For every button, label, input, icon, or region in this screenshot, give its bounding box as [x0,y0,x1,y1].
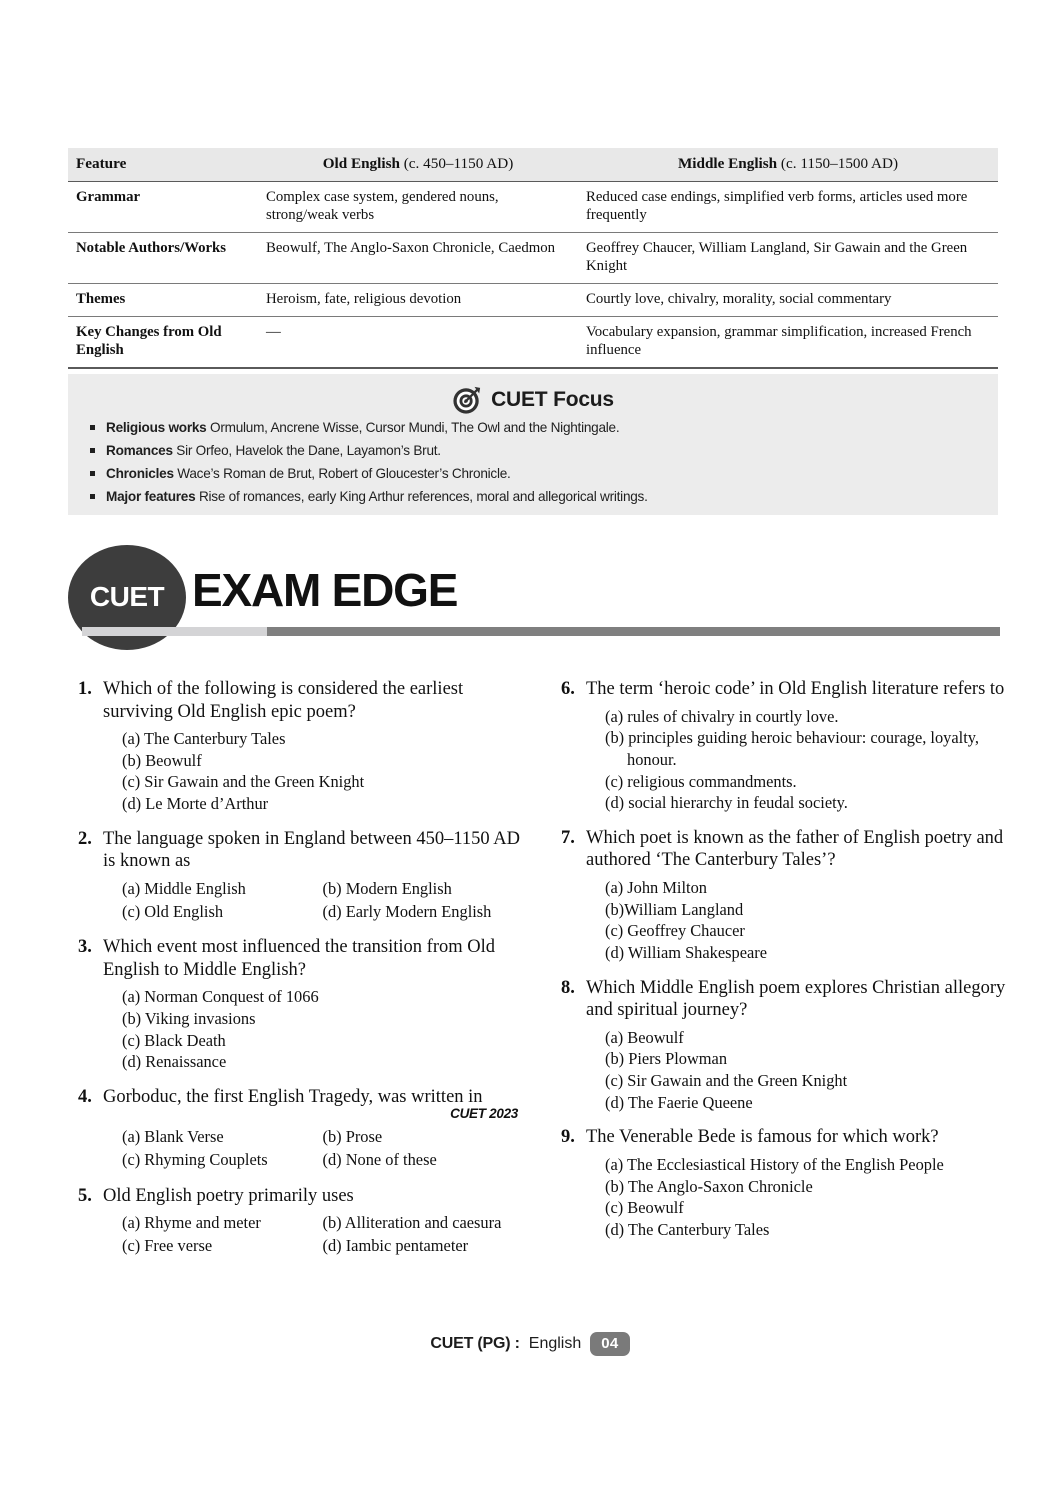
question-text: Which event most influenced the transition from Old English to Middle English? [103,937,495,980]
option-c[interactable]: (c) Rhyming Couplets [122,1150,268,1170]
cuet-logo-text: CUET [89,580,165,612]
question-5 [78,1185,523,1258]
question-2 [78,828,523,923]
cell-middle-english: Courtly love, chivalry, morality, social commentary [578,283,998,316]
question-4 [78,1086,523,1172]
option-b[interactable]: (b) Viking invasions [122,1008,256,1028]
cuet-focus-title [491,388,614,412]
option-c[interactable]: (c) Old English [122,901,224,921]
header-middle-english-main: Middle English [677,155,778,172]
focus-item-text: Wace’s Roman de Brut, Robert of Gloucester’s Chronicle. [173,466,511,482]
question-number: 3. [78,937,92,958]
cuet-focus-list [68,420,998,505]
option-d[interactable]: (d) William Shakespeare [605,942,767,962]
table-header-row [68,148,998,181]
option-list [103,878,523,923]
cell-old-english: Complex case system, gendered nouns, strong/weak verbs [258,181,578,232]
option-list [103,1212,523,1257]
cell-middle-english: Geoffrey Chaucer, William Langland, Sir Gawain and the Green Knight [578,232,998,283]
option-d[interactable]: (d) Early Modern English [322,901,492,921]
exam-edge-title: EXAM EDGE [192,564,458,616]
question-number: 8. [561,977,575,998]
cell-old-english: Heroism, fate, religious devotion [258,283,578,316]
option-d[interactable]: (d) Renaissance [122,1052,227,1072]
option-c[interactable]: (c) religious commandments. [605,771,797,791]
exam-edge-banner [60,545,1000,640]
option-c[interactable]: (c) Sir Gawain and the Green Knight [122,772,365,792]
option-list [103,728,523,815]
cell-old-english: — [258,316,578,368]
question-text: Which of the following is considered the earliest surviving Old English epic poem? [103,679,464,722]
option-c[interactable]: (c) Geoffrey Chaucer [605,921,745,941]
option-b[interactable]: (b) principles guiding heroic behaviour: courage, loyalty, honour. [605,728,979,769]
table-row [68,316,998,368]
option-b[interactable]: (b) Piers Plowman [605,1049,728,1069]
option-list [586,1027,1006,1114]
table-body [68,181,998,368]
focus-item-text: Rise of romances, early King Arthur references, moral and allegorical writings. [195,489,648,505]
question-3 [78,936,523,1073]
page-footer [0,1332,1060,1356]
option-a[interactable]: (a) Beowulf [605,1027,684,1047]
exam-year-tag: CUET 2023 [450,1106,518,1122]
cell-old-english: Beowulf, The Anglo-Saxon Chronicle, Caedmon [258,232,578,283]
focus-title-rest: Focus [547,388,614,411]
option-b[interactable]: (b) Beowulf [122,750,202,770]
question-text: Which Middle English poem explores Christian allegory and spiritual journey? [586,977,1006,1021]
option-d[interactable]: (d) Le Morte d’Arthur [122,794,269,814]
question-number: 6. [561,679,575,699]
table-header-old-english [258,148,578,181]
option-list [103,986,523,1073]
option-b[interactable]: (b) Prose [322,1127,383,1147]
option-d[interactable]: (d) None of these [322,1150,437,1170]
option-a[interactable]: (a) John Milton [605,877,707,897]
option-d[interactable]: (d) Iambic pentameter [322,1235,469,1255]
cell-feature: Grammar [68,181,258,232]
question-number: 2. [78,828,92,849]
footer-exam-label: CUET (PG) : [430,1335,520,1352]
option-d[interactable]: (d) The Canterbury Tales [605,1219,770,1239]
table-row [68,181,998,232]
question-9 [561,1126,1006,1240]
questions-column-right [561,678,1006,1271]
cell-middle-english: Reduced case endings, simplified verb forms, articles used more frequently [578,181,998,232]
option-b[interactable]: (b) The Anglo-Saxon Chronicle [605,1176,813,1196]
header-middle-english-sub: (c. 1150–1500 AD) [777,155,899,172]
option-a[interactable]: (a) rules of chivalry in courtly love. [605,706,839,726]
question-number: 4. [78,1086,92,1107]
option-list [586,706,1006,814]
question-6 [561,678,1006,814]
table-row [68,283,998,316]
option-d[interactable]: (d) The Faerie Queene [605,1092,753,1112]
cell-feature: Key Changes from Old English [68,316,258,368]
focus-item-label: Chronicles [106,466,174,482]
list-item [90,420,998,436]
header-old-english-main: Old English [322,155,400,172]
focus-item-label: Major features [106,489,196,505]
focus-item-text: Sir Orfeo, Havelok the Dane, Layamon’s Brut. [172,443,441,459]
option-a[interactable]: (a) The Ecclesiastical History of the English People [605,1154,944,1174]
footer-subject: English [528,1335,582,1352]
question-number: 9. [561,1127,575,1148]
option-a[interactable]: (a) The Canterbury Tales [122,729,286,749]
focus-title-bold: CUET [491,388,548,411]
table-header-middle-english [578,148,998,181]
question-text: The language spoken in England between 450–1150 AD is known as [103,828,521,872]
question-8 [561,977,1006,1114]
option-b[interactable]: (b) Alliteration and caesura [322,1213,502,1233]
cuet-focus-box [68,374,998,515]
cell-feature: Themes [68,283,258,316]
questions-area [78,678,1006,1271]
cuet-focus-header [68,374,998,418]
old-vs-middle-english-table [68,148,998,369]
header-feature-main: Feature [76,155,127,172]
list-item [90,489,998,505]
question-text: Old English poetry primarily uses [103,1185,354,1206]
question-text: Which poet is known as the father of English poetry and authored ‘The Canterbury Tales’? [586,827,1004,871]
table-header-feature [68,148,258,181]
banner-divider-highlight [82,627,267,636]
option-b[interactable]: (b)William Langland [605,899,744,919]
question-7 [561,827,1006,964]
question-number: 1. [78,679,92,699]
option-c[interactable]: (c) Black Death [122,1030,226,1050]
question-text: The term ‘heroic code’ in Old English literature refers to [586,679,1005,699]
table-row [68,232,998,283]
option-a[interactable]: (a) Middle English [122,878,246,898]
target-dartboard-icon [452,385,482,415]
option-a[interactable]: (a) Norman Conquest of 1066 [122,987,319,1007]
question-number: 7. [561,827,575,848]
option-c[interactable]: (c) Sir Gawain and the Green Knight [605,1071,848,1091]
option-list [586,877,1006,964]
option-a[interactable]: (a) Blank Verse [122,1127,224,1147]
option-c[interactable]: (c) Beowulf [605,1198,684,1218]
questions-column-left [78,678,523,1271]
list-item [90,466,998,482]
option-d[interactable]: (d) social hierarchy in feudal society. [605,793,848,813]
question-text: The Venerable Bede is famous for which work? [586,1127,939,1148]
focus-item-label: Religious works [106,420,207,435]
focus-item-label: Romances [106,443,173,459]
option-list [586,1154,1006,1241]
question-text: Gorboduc, the first English Tragedy, was written in [103,1086,483,1107]
table-header [68,148,998,181]
list-item [90,443,998,459]
option-b[interactable]: (b) Modern English [322,878,452,898]
option-list [103,1126,523,1171]
header-old-english-sub: (c. 450–1150 AD) [399,155,514,172]
option-c[interactable]: (c) Free verse [122,1235,213,1255]
page-number-badge: 04 [590,1332,629,1356]
focus-item-text: Ormulum, Ancrene Wisse, Cursor Mundi, The Owl and the Nightingale. [206,420,620,435]
option-a[interactable]: (a) Rhyme and meter [122,1213,261,1233]
cell-feature: Notable Authors/Works [68,232,258,283]
question-1 [78,678,523,815]
question-number: 5. [78,1185,92,1206]
cell-middle-english: Vocabulary expansion, grammar simplification, increased French influence [578,316,998,368]
